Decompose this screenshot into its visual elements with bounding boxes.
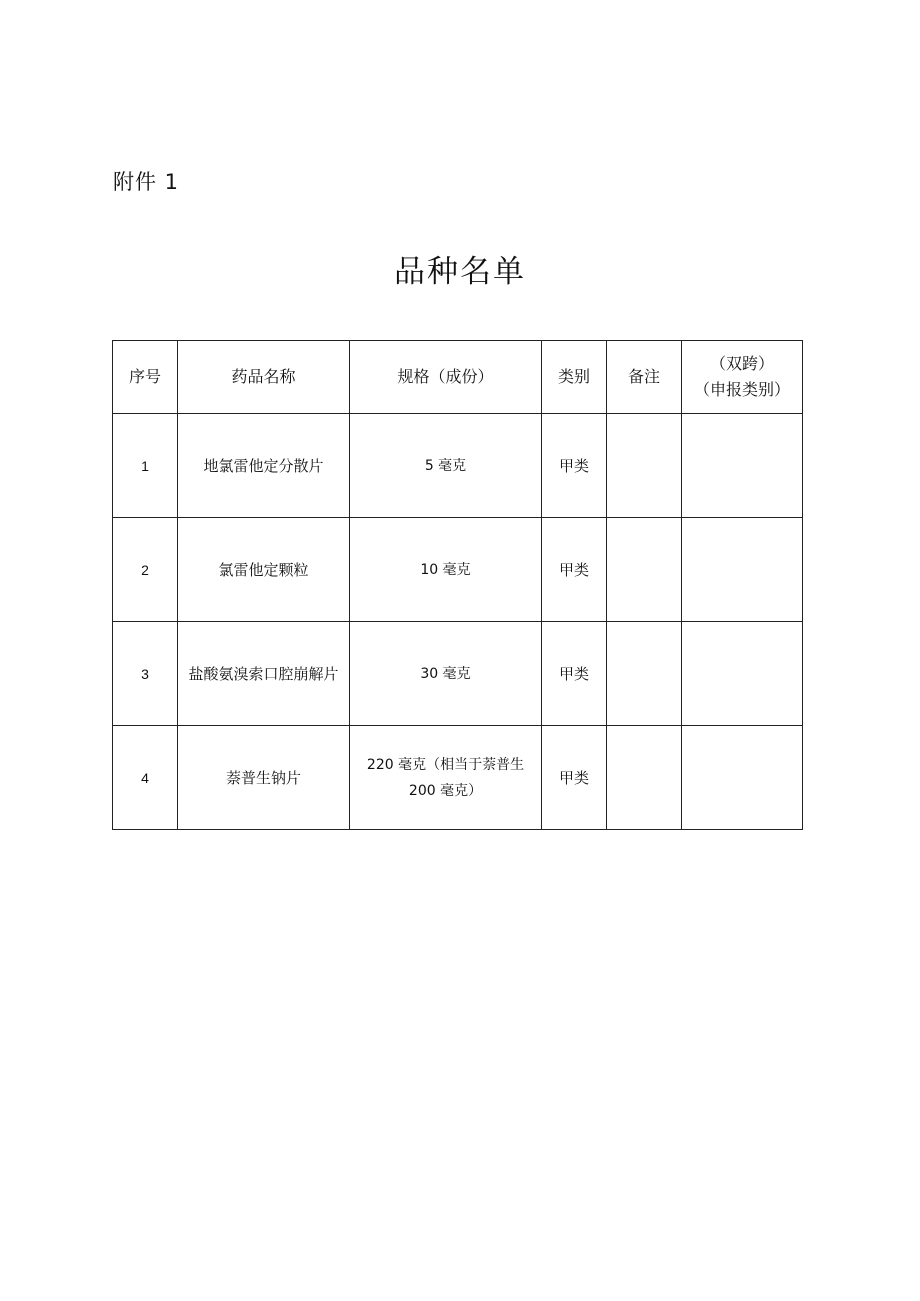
table-row bbox=[113, 726, 803, 830]
row-spec bbox=[350, 518, 542, 622]
page-title: 品种名单 bbox=[394, 254, 526, 290]
row-category: 甲类 bbox=[542, 726, 607, 830]
row-spec-line-1: 30 毫克 bbox=[420, 665, 471, 682]
row-drug-name: 萘普生钠片 bbox=[178, 726, 350, 830]
row-spec-line-1: 5 毫克 bbox=[424, 457, 467, 474]
row-remarks bbox=[607, 726, 682, 830]
row-drug-name: 氯雷他定颗粒 bbox=[178, 518, 350, 622]
row-drug-name: 盐酸氨溴索口腔崩解片 bbox=[178, 622, 350, 726]
table-header-row bbox=[113, 341, 803, 414]
row-remarks bbox=[607, 414, 682, 518]
row-index: 4 bbox=[113, 726, 178, 830]
attachment-label: 附件 1 bbox=[113, 170, 180, 194]
row-spec bbox=[350, 414, 542, 518]
column-header-spec: 规格（成份） bbox=[350, 341, 542, 414]
column-header-cross-category bbox=[682, 341, 803, 414]
row-cross-category bbox=[682, 414, 803, 518]
row-index: 1 bbox=[113, 414, 178, 518]
row-remarks bbox=[607, 622, 682, 726]
cross-header-line-2: （申报类别） bbox=[693, 380, 790, 399]
drug-list-table bbox=[112, 340, 803, 830]
row-category: 甲类 bbox=[542, 414, 607, 518]
row-index: 2 bbox=[113, 518, 178, 622]
table-row bbox=[113, 518, 803, 622]
row-remarks bbox=[607, 518, 682, 622]
row-drug-name: 地氯雷他定分散片 bbox=[178, 414, 350, 518]
row-spec bbox=[350, 726, 542, 830]
row-cross-category bbox=[682, 518, 803, 622]
row-spec bbox=[350, 622, 542, 726]
row-spec-line-1: 220 毫克（相当于萘普生 bbox=[366, 756, 525, 773]
column-header-index: 序号 bbox=[113, 341, 178, 414]
column-header-remarks: 备注 bbox=[607, 341, 682, 414]
column-header-drug-name: 药品名称 bbox=[178, 341, 350, 414]
row-category: 甲类 bbox=[542, 622, 607, 726]
column-header-category: 类别 bbox=[542, 341, 607, 414]
row-spec-line-2: 200 毫克） bbox=[408, 782, 483, 799]
table-row bbox=[113, 622, 803, 726]
table-row bbox=[113, 414, 803, 518]
cross-header-line-1: （双跨） bbox=[709, 354, 774, 373]
row-cross-category bbox=[682, 622, 803, 726]
row-cross-category bbox=[682, 726, 803, 830]
row-spec-line-1: 10 毫克 bbox=[420, 561, 471, 578]
row-category: 甲类 bbox=[542, 518, 607, 622]
row-index: 3 bbox=[113, 622, 178, 726]
